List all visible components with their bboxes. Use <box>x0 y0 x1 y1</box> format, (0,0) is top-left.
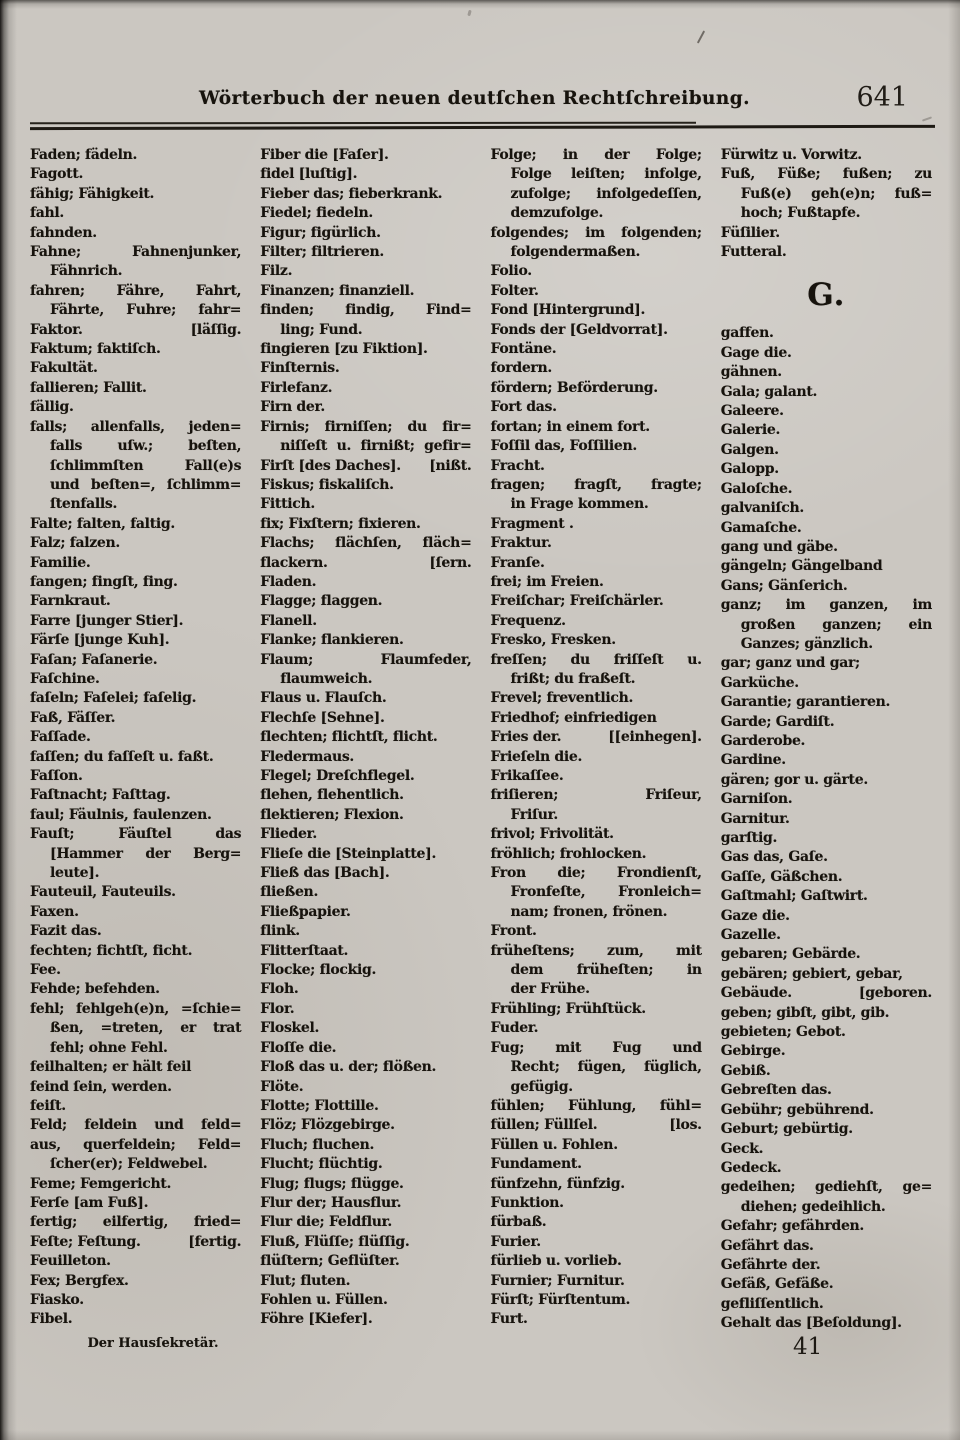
entry-line: feiſt. <box>30 1097 66 1114</box>
text-column-1 <box>30 146 241 1334</box>
entry-line: Firn der. <box>260 399 325 416</box>
entry-line: Fehde; befehden. <box>30 981 160 998</box>
entry-line: Fee. <box>30 962 61 979</box>
entry-line: Flor. <box>260 1000 295 1017</box>
entry-line <box>260 554 471 573</box>
entry-line: flaumweich. <box>280 670 373 687</box>
entry-line: faul; Fäulnis, faulenzen. <box>30 806 212 823</box>
entry-line: Falz; falzen. <box>30 535 120 552</box>
entry-line: Flegel; Dreſchflegel. <box>260 768 415 784</box>
entry-line: Flaus u. Flauſch. <box>260 690 387 707</box>
entry-line: Frequenz. <box>490 612 566 629</box>
entry-line: Galopp. <box>720 461 779 478</box>
entry-line: gebaren; Gebärde. <box>720 946 861 963</box>
entry-line: Gaſſe, Gäßchen. <box>720 868 843 885</box>
entry-line: Frevel; freventlich. <box>490 690 634 707</box>
entry-line: Foſſil das, Foſſilien. <box>490 438 637 455</box>
entry-line: Fluß, Flüſſe; flüſſig. <box>260 1233 410 1250</box>
entry-line: Gaze die. <box>720 907 790 924</box>
entry-line: fördern; Beförderung. <box>490 379 658 396</box>
entry-line: Fährte, Fuhre; fahr= <box>50 302 242 319</box>
entry-line: ſtenfalls. <box>50 496 118 513</box>
entry-line: fragen; fragſt, fragte; <box>490 476 702 493</box>
entry-line: Frieſeln die. <box>490 748 583 765</box>
page-number: 641 <box>856 82 908 113</box>
entry-line: Flut; fluten. <box>260 1272 351 1289</box>
entry-line: Fort das. <box>490 399 557 416</box>
entry-line: ßen, =treten, er trat <box>50 1020 242 1037</box>
entry-line: Garantie; garantieren. <box>720 694 891 711</box>
entry-line: fähig; Fähigkeit. <box>30 185 155 202</box>
entry-line: ganz; im ganzen, im <box>720 597 932 614</box>
entry-line: fix; Fixſtern; fixieren. <box>260 515 421 532</box>
entry-line: fröhlich; frohlocken. <box>490 845 647 862</box>
entry-line: Galgen. <box>720 441 779 458</box>
entry-line: zufolge; infolgedeſſen, <box>510 185 702 202</box>
entry-line: Fließpapier. <box>260 903 351 920</box>
entry-line: Fundament. <box>490 1156 582 1173</box>
entry-line: fahl. <box>30 205 64 222</box>
entry-line: Füſilier. <box>720 224 780 241</box>
entry-line: gebären; gebiert, gebar, <box>720 965 903 982</box>
entry-line: Fakultät. <box>30 360 98 377</box>
entry-line: Gamaſche. <box>720 519 802 536</box>
entry-line: Flachs; flächſen, fläch= <box>260 535 472 552</box>
entry-line: Gans; Gänſerich. <box>720 577 848 594</box>
entry-line: Garniſon. <box>720 791 793 808</box>
entry-line: Gala; galant. <box>720 383 818 400</box>
entry-line: Gefahr; gefährden. <box>720 1218 864 1235</box>
entry-line: gefügig. <box>510 1078 573 1095</box>
entry-line: Fuder. <box>490 1020 539 1037</box>
entry-bracket-gloss: [geboren. <box>858 985 932 1002</box>
entry-line: galvaniſch. <box>720 500 804 517</box>
entry-line: Fürſt; Fürſtentum. <box>490 1291 631 1308</box>
scan-artifact <box>922 116 932 121</box>
entry-bracket-gloss: [[einhegen]. <box>608 729 702 746</box>
entry-line: Gardine. <box>720 752 786 769</box>
entry-line: Fonds der [Geldvorrat]. <box>490 321 668 338</box>
entry-line: ſchlimmſten Fall(e)s <box>50 457 242 474</box>
entry-line: Figur; figürlich. <box>260 224 381 241</box>
entry-line: frivol; Frivolität. <box>490 826 614 843</box>
entry-line: Fohlen u. Füllen. <box>260 1291 388 1308</box>
entry-line: diehen; gedeihlich. <box>740 1198 886 1215</box>
entry-line: Feme; Femgericht. <box>30 1175 172 1192</box>
entry-line: fällig. <box>30 399 74 416</box>
entry-line: Furnier; Furnitur. <box>490 1272 625 1289</box>
entry-line: faſeln; Faſelei; faſelig. <box>30 690 197 707</box>
entry-line: Fahne; Fahnenjunker, <box>30 244 242 261</box>
entry-line: Gaſtmahl; Gaſtwirt. <box>720 888 868 905</box>
entry-line: Flanke; flankieren. <box>260 632 404 649</box>
entry-line: Freiſchar; Freiſchärler. <box>490 593 664 610</box>
entry-line: frißt; du fraßeſt. <box>510 670 636 687</box>
entry-text: Faktor. <box>30 321 83 338</box>
entry-line: Recht; fügen, füglich, <box>510 1059 702 1076</box>
entry-line: finden; findig, Find= <box>260 302 472 319</box>
entry-line: Fledermaus. <box>260 748 355 765</box>
entry-line <box>491 1116 702 1135</box>
entry-line: Fürwitz u. Vorwitz. <box>720 147 862 163</box>
scan-artifact <box>467 10 471 17</box>
entry-line: Garderobe. <box>720 732 806 749</box>
entry-line: Fiber die [Faſer]. <box>260 147 389 163</box>
entry-line: Flocke; flockig. <box>260 962 377 979</box>
text-column-3 <box>491 146 702 1334</box>
header-rule-thick <box>30 125 935 130</box>
entry-line: Feld; feldein und feld= <box>30 1117 242 1134</box>
entry-line: Faſchine. <box>30 670 100 687</box>
entry-line: Floh. <box>260 981 299 998</box>
section-heading: G. <box>807 277 846 314</box>
entry-line: Faxen. <box>30 903 79 920</box>
entry-line: Fug; mit Fug und <box>490 1039 702 1056</box>
entry-line: Fronfeſte, Fronleich= <box>510 884 702 901</box>
entry-line: Friſur. <box>510 806 558 823</box>
entry-line: Ferſe [am Fuß]. <box>30 1194 149 1211</box>
entry-text: Firſt [des Daches]. <box>260 457 401 474</box>
entry-line: Gebirge. <box>720 1043 786 1060</box>
entry-line: Familie. <box>30 554 91 571</box>
entry-line: hoch; Fußtapfe. <box>740 205 861 222</box>
entry-line: Ganzes; gänzlich. <box>740 635 873 652</box>
entry-line: aus, querfeldein; Feld= <box>30 1136 242 1153</box>
entry-line: fordern. <box>490 360 552 377</box>
entry-line: fließen. <box>260 884 319 901</box>
entry-line: Falte; falten, faltig. <box>30 515 175 532</box>
entry-line: Fiedel; fiedeln. <box>260 205 373 222</box>
entry-line: Füllen u. Fohlen. <box>490 1136 618 1153</box>
entry-line: Folge; in der Folge; <box>490 147 702 163</box>
entry-line: Fex; Bergfex. <box>30 1272 129 1289</box>
entry-line: Fuß(e) geh(e)n; fuß= <box>740 185 932 202</box>
entry-line: [Hammer der Berg= <box>50 845 242 862</box>
entry-line: freſſen; du friſſeſt u. <box>490 651 702 668</box>
entry-line: Flur die; Feldflur. <box>260 1214 392 1231</box>
entry-line: Fond [Hintergrund]. <box>490 302 646 319</box>
entry-line: fünfzehn, fünfzig. <box>490 1175 625 1192</box>
text-column-4 <box>721 146 932 1334</box>
entry-line: leute]. <box>50 865 100 882</box>
entry-line: Fresko, Fresken. <box>490 632 616 649</box>
entry-line: Finanzen; finanziell. <box>260 282 415 299</box>
entry-line: Faſtnacht; Faſttag. <box>30 787 171 804</box>
entry-line: in Frage kommen. <box>510 496 649 513</box>
entry-line: Fittich. <box>260 496 315 513</box>
entry-line: Filz. <box>260 263 293 280</box>
entry-line: faſſen; du faſſeſt u. faßt. <box>30 748 214 765</box>
entry-line: Gedeck. <box>720 1159 782 1176</box>
entry-line: fahren; Fähre, Fahrt, <box>30 282 242 299</box>
entry-line: Farnkraut. <box>30 593 111 610</box>
entry-line: Firnis; firniſſen; du fir= <box>260 418 472 435</box>
entry-line: Funktion. <box>490 1194 564 1211</box>
entry-text: Feſte; Feſtung. <box>30 1233 141 1250</box>
entry-bracket-gloss: [los. <box>669 1117 702 1134</box>
entry-line: Garnitur. <box>720 810 790 827</box>
entry-line: feind ſein, werden. <box>30 1078 172 1095</box>
entry-line: fechten; fichtſt, ficht. <box>30 942 193 959</box>
entry-line: Fiasko. <box>30 1291 84 1308</box>
entry-line: gären; gor u. gärte. <box>720 771 868 788</box>
entry-line: Fähnrich. <box>50 263 123 280</box>
entry-line: garſtig. <box>720 830 778 846</box>
entry-line: fidel [luſtig]. <box>260 166 358 183</box>
entry-line: Gefährte der. <box>720 1256 821 1273</box>
entry-line: der Frühe. <box>510 981 590 998</box>
text-column-2 <box>260 146 471 1334</box>
signature-number: 41 <box>793 1334 823 1360</box>
entry-bracket-gloss: [fertig. <box>188 1233 242 1250</box>
entry-line <box>30 321 241 340</box>
entry-line: Gebühr; gebührend. <box>720 1101 874 1118</box>
entry-line: Föhre [Kiefer]. <box>260 1311 373 1328</box>
entry-line: flehen, flehentlich. <box>260 787 404 804</box>
entry-line: Gage die. <box>720 344 792 361</box>
entry-line: Färſe [junge Kuh]. <box>30 632 170 649</box>
entry-line: fertig; eilfertig, fried= <box>30 1214 242 1231</box>
entry-line: Flechſe [Sehne]. <box>260 709 385 726</box>
entry-line: Fauteuil, Fauteuils. <box>30 884 176 901</box>
entry-line: Faktum; faktiſch. <box>30 341 161 358</box>
entry-line: gedeihen; gediehſt, ge= <box>720 1179 932 1196</box>
entry-line: Geburt; gebürtig. <box>720 1121 853 1138</box>
entry-line: fürlieb u. vorlieb. <box>490 1253 622 1270</box>
header-rule-thin <box>30 122 696 125</box>
entry-line <box>30 1233 241 1252</box>
entry-line: flink. <box>260 923 300 940</box>
entry-line: Fluch; fluchen. <box>260 1136 375 1153</box>
entry-line: Farre [junger Stier]. <box>30 612 184 629</box>
entry-line: Fazit das. <box>30 923 102 940</box>
entry-line: Flieder. <box>260 826 317 843</box>
entry-line: Gefährt das. <box>720 1237 814 1254</box>
entry-line: Fuß, Füße; fußen; zu <box>720 166 932 183</box>
entry-line: Fibel. <box>30 1311 73 1328</box>
entry-line: Fontäne. <box>490 341 557 358</box>
entry-line <box>260 457 471 476</box>
entry-line: fingieren [zu Fiktion]. <box>260 341 428 358</box>
running-title: Wörterbuch der neuen deutſchen Rechtſchreibung. <box>199 88 750 109</box>
entry-line: Folge leiſten; infolge, <box>510 166 702 183</box>
entry-line: Gehalt das [Beſoldung]. <box>720 1315 902 1332</box>
entry-line: Flotte; Flottille. <box>260 1097 379 1114</box>
entry-line <box>491 728 702 747</box>
entry-bracket-gloss: [läſſig. <box>190 321 242 338</box>
entry-line: Faſſade. <box>30 729 91 746</box>
entry-line: großen ganzen; ein <box>740 616 932 633</box>
entry-line: demzufolge. <box>510 205 604 222</box>
entry-line: Geck. <box>720 1140 764 1157</box>
entry-line: Fauſt; Fäuſtel das <box>30 826 242 843</box>
entry-line: dem früheſten; in <box>510 962 702 979</box>
entry-line: falls; allenfalls, jeden= <box>30 418 242 435</box>
entry-line: gängeln; Gängelband <box>720 558 883 575</box>
entry-line: Frikaſſee. <box>490 768 564 784</box>
entry-line: fangen; fingſt, fing. <box>30 573 178 590</box>
entry-line: falls uſw.; beſten, <box>50 438 242 455</box>
entry-line: Fraktur. <box>490 535 552 552</box>
entry-line: und beſten=, ſchlimm= <box>50 476 242 493</box>
entry-line: Fagott. <box>30 166 84 183</box>
entry-line: Garküche. <box>720 674 799 691</box>
entry-line: Floſſe die. <box>260 1039 337 1056</box>
entry-line: fehl; fehlgeh(e)n, =ſchie= <box>30 1000 242 1017</box>
entry-line: Gazelle. <box>720 927 781 944</box>
entry-line: Furier. <box>490 1233 541 1250</box>
entry-line: Garde; Gardiſt. <box>720 713 835 730</box>
entry-line: Faden; fädeln. <box>30 147 138 163</box>
entry-line: Filter; filtrieren. <box>260 244 384 261</box>
entry-text: Gebäude. <box>720 985 792 1002</box>
entry-line: Furt. <box>490 1311 528 1328</box>
entry-bracket-gloss: [nißt. <box>429 457 472 474</box>
entry-line: Faſan; Faſanerie. <box>30 651 158 668</box>
entry-line: Finſternis. <box>260 360 340 377</box>
entry-line: flechten; flichtſt, flicht. <box>260 729 438 746</box>
catchword-note: Der Hausſekretär. <box>87 1336 219 1351</box>
entry-line: Futteral. <box>720 244 787 261</box>
entry-line: Flieſe die [Steinplatte]. <box>260 845 437 862</box>
entry-line: Flöte. <box>260 1078 304 1095</box>
entry-text: Fries der. <box>490 729 562 746</box>
entry-line: feilhalten; er hält feil <box>30 1059 192 1076</box>
entry-line: friſieren; Friſeur, <box>490 787 702 804</box>
entry-line: Flur der; Hausflur. <box>260 1194 402 1211</box>
entry-line: niſſeſt u. firnißt; gefir= <box>280 438 472 455</box>
entry-line: gebieten; Gebot. <box>720 1024 846 1041</box>
entry-line: Fließ das [Bach]. <box>260 865 390 882</box>
entry-line: Fladen. <box>260 573 317 590</box>
entry-line: fallieren; Fallit. <box>30 379 147 396</box>
entry-line: Faſſon. <box>30 768 83 784</box>
entry-line: geben; gibſt, gibt, gib. <box>720 1004 890 1021</box>
entry-line: gefliſſentlich. <box>720 1295 824 1312</box>
entry-line: Gefäß, Gefäße. <box>720 1276 834 1293</box>
entry-line: Firlefanz. <box>260 379 333 396</box>
entry-line: fühlen; Fühlung, fühl= <box>490 1097 702 1114</box>
entry-line: folgendes; im folgenden; <box>490 224 702 241</box>
entry-text: flackern. <box>260 554 328 571</box>
entry-line: flektieren; Flexion. <box>260 806 404 823</box>
entry-line: Fieber das; fieberkrank. <box>260 185 443 202</box>
entry-line: Flug; flugs; flügge. <box>260 1175 404 1192</box>
entry-line: folgendermaßen. <box>510 244 641 261</box>
entry-line: ſcher(er); Feldwebel. <box>50 1156 208 1173</box>
entry-line: Flaum; Flaumfeder, <box>260 651 472 668</box>
entry-line: Gas das, Gaſe. <box>720 849 828 866</box>
entry-text: füllen; Füllſel. <box>490 1117 598 1134</box>
entry-line: Folio. <box>490 263 532 280</box>
entry-line: gähnen. <box>720 364 782 381</box>
entry-line: Feuilleton. <box>30 1253 111 1270</box>
entry-line: Fiskus; fiskaliſch. <box>260 476 394 493</box>
entry-line: fortan; in einem fort. <box>490 418 650 435</box>
entry-line: Fragment . <box>490 515 574 532</box>
dictionary-columns <box>30 146 932 1334</box>
entry-line: Franſe. <box>490 554 545 571</box>
entry-line: Flitterſtaat. <box>260 942 349 959</box>
entry-line: Fron die; Frondienſt, <box>490 865 702 882</box>
entry-line: gaffen. <box>720 325 774 342</box>
entry-line: Galoſche. <box>720 480 793 497</box>
entry-bracket-gloss: [ſern. <box>429 554 472 571</box>
entry-line: Front. <box>490 923 537 940</box>
entry-line <box>721 984 932 1003</box>
entry-line: fürbaß. <box>490 1214 547 1231</box>
scan-artifact <box>697 30 705 43</box>
entry-line: fehl; ohne Fehl. <box>50 1039 168 1056</box>
entry-line: Flanell. <box>260 612 317 629</box>
entry-line: frei; im Freien. <box>490 573 604 590</box>
entry-line: Fracht. <box>490 457 545 474</box>
entry-line: Floskel. <box>260 1020 320 1037</box>
entry-line: Galerie. <box>720 422 781 439</box>
entry-line: ling; Fund. <box>280 321 363 338</box>
entry-line: Flagge; flaggen. <box>260 593 383 610</box>
entry-line: Faß, Fäſſer. <box>30 709 116 726</box>
entry-line: Gebiß. <box>720 1062 771 1079</box>
entry-line: Friedhof; einfriedigen <box>490 709 657 726</box>
entry-line: Frühling; Frühſtück. <box>490 1000 646 1017</box>
entry-line: nam; fronen, frönen. <box>510 903 668 920</box>
entry-line: fahnden. <box>30 224 97 241</box>
entry-line: früheſtens; zum, mit <box>490 942 702 959</box>
entry-line: Folter. <box>490 282 539 299</box>
entry-line: Gebreſten das. <box>720 1082 832 1099</box>
entry-line: Floß das u. der; flößen. <box>260 1059 437 1076</box>
entry-line: gang und gäbe. <box>720 538 838 555</box>
entry-line: Flöz; Flözgebirge. <box>260 1117 395 1134</box>
entry-line: flüſtern; Geflüſter. <box>260 1253 400 1270</box>
entry-line: gar; ganz und gar; <box>720 655 860 672</box>
entry-line: Flucht; flüchtig. <box>260 1156 383 1173</box>
entry-line: Galeere. <box>720 403 784 420</box>
